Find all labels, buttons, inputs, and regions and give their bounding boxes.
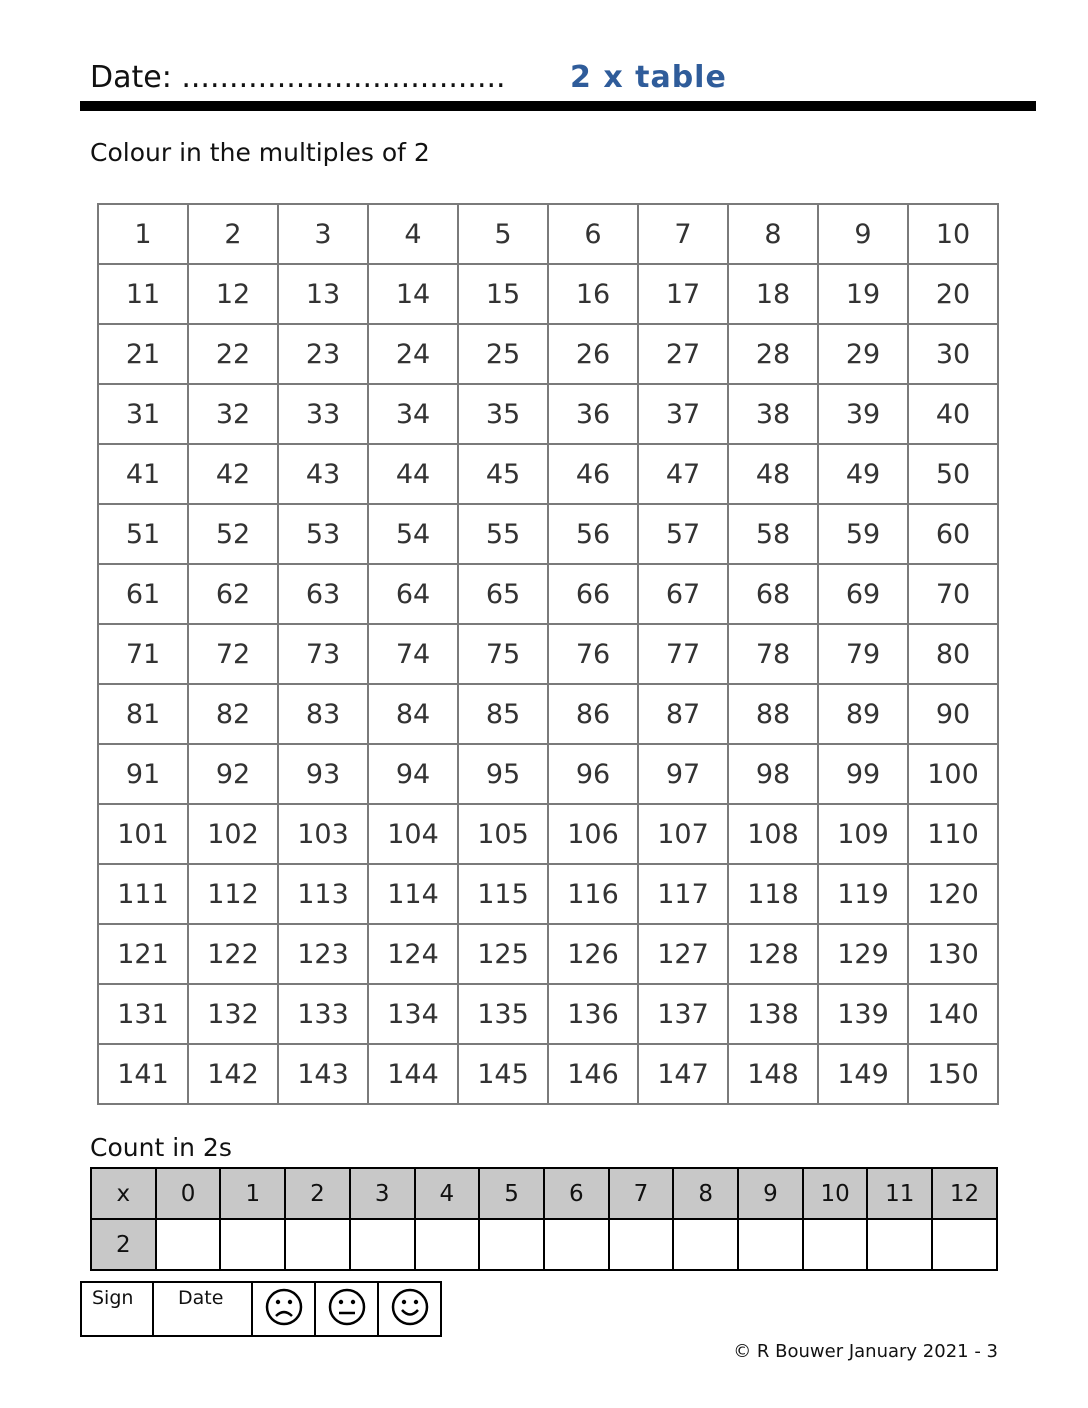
count-table [90,1167,998,1271]
number-cell[interactable]: 17 [638,264,728,324]
number-cell[interactable]: 109 [818,804,908,864]
number-cell[interactable]: 93 [278,744,368,804]
number-cell[interactable]: 85 [458,684,548,744]
grid-row [98,324,998,384]
number-cell[interactable]: 89 [818,684,908,744]
number-cell[interactable]: 128 [728,924,818,984]
number-cell[interactable]: 29 [818,324,908,384]
number-cell[interactable]: 42 [188,444,278,504]
number-cell[interactable]: 72 [188,624,278,684]
count-answer-cell[interactable] [479,1219,544,1270]
number-cell[interactable]: 104 [368,804,458,864]
number-cell[interactable]: 73 [278,624,368,684]
number-cell[interactable]: 140 [908,984,998,1044]
count-answer-cell[interactable] [156,1219,221,1270]
number-cell[interactable]: 66 [548,564,638,624]
number-cell[interactable]: 13 [278,264,368,324]
count-header-cell: 0 [156,1168,221,1219]
number-cell[interactable]: 12 [188,264,278,324]
number-cell[interactable]: 84 [368,684,458,744]
number-cell[interactable]: 144 [368,1044,458,1104]
number-cell[interactable]: 129 [818,924,908,984]
number-cell[interactable]: 108 [728,804,818,864]
number-cell[interactable]: 120 [908,864,998,924]
number-cell[interactable]: 71 [98,624,188,684]
grid-row [98,804,998,864]
number-cell[interactable]: 74 [368,624,458,684]
count-header-cell: 9 [738,1168,803,1219]
number-cell[interactable]: 50 [908,444,998,504]
number-cell[interactable]: 132 [188,984,278,1044]
happy-face-cell[interactable] [378,1282,441,1336]
number-cell[interactable]: 52 [188,504,278,564]
number-cell[interactable]: 9 [818,204,908,264]
number-cell[interactable]: 58 [728,504,818,564]
number-cell[interactable]: 124 [368,924,458,984]
number-cell[interactable]: 20 [908,264,998,324]
number-cell[interactable]: 125 [458,924,548,984]
number-cell[interactable]: 135 [458,984,548,1044]
number-cell[interactable]: 97 [638,744,728,804]
number-cell[interactable]: 39 [818,384,908,444]
number-cell[interactable]: 79 [818,624,908,684]
number-cell[interactable]: 2 [188,204,278,264]
date-line: Date: .................................. [90,60,506,95]
number-cell[interactable]: 18 [728,264,818,324]
number-cell[interactable]: 77 [638,624,728,684]
number-cell[interactable]: 94 [368,744,458,804]
number-cell[interactable]: 10 [908,204,998,264]
number-cell[interactable]: 30 [908,324,998,384]
number-cell[interactable]: 19 [818,264,908,324]
grid-row [98,384,998,444]
count-header-cell: 4 [415,1168,480,1219]
number-cell[interactable]: 136 [548,984,638,1044]
number-cell[interactable]: 90 [908,684,998,744]
count-answer-cell[interactable] [415,1219,480,1270]
number-cell[interactable]: 133 [278,984,368,1044]
date-cell[interactable] [153,1282,252,1336]
number-cell[interactable]: 145 [458,1044,548,1104]
number-cell[interactable]: 78 [728,624,818,684]
number-cell[interactable]: 47 [638,444,728,504]
number-cell[interactable]: 4 [368,204,458,264]
number-cell[interactable]: 43 [278,444,368,504]
number-cell[interactable]: 126 [548,924,638,984]
count-answer-cell[interactable] [285,1219,350,1270]
grid-row [98,744,998,804]
number-cell[interactable]: 65 [458,564,548,624]
number-cell[interactable]: 33 [278,384,368,444]
number-cell[interactable]: 69 [818,564,908,624]
number-cell[interactable]: 148 [728,1044,818,1104]
count-label: Count in 2s [90,1133,232,1162]
count-answer-cell[interactable] [738,1219,803,1270]
count-header-cell: 10 [803,1168,868,1219]
count-header-cell: 6 [544,1168,609,1219]
count-answer-cell[interactable] [803,1219,868,1270]
number-cell[interactable]: 3 [278,204,368,264]
number-cell[interactable]: 26 [548,324,638,384]
number-cell[interactable]: 147 [638,1044,728,1104]
number-cell[interactable]: 15 [458,264,548,324]
number-cell[interactable]: 118 [728,864,818,924]
number-cell[interactable]: 114 [368,864,458,924]
count-row-label: 2 [91,1219,156,1270]
number-cell[interactable]: 46 [548,444,638,504]
number-cell[interactable]: 1 [98,204,188,264]
number-cell[interactable]: 7 [638,204,728,264]
number-cell[interactable]: 110 [908,804,998,864]
count-answer-cell[interactable] [932,1219,997,1270]
grid-row [98,564,998,624]
number-cell[interactable]: 51 [98,504,188,564]
number-cell[interactable]: 95 [458,744,548,804]
copyright-footer: © R Bouwer January 2021 - 3 [733,1341,998,1362]
number-cell[interactable]: 61 [98,564,188,624]
number-cell[interactable]: 31 [98,384,188,444]
number-cell[interactable]: 60 [908,504,998,564]
grid-row [98,984,998,1044]
number-grid [97,203,999,1105]
grid-row [98,264,998,324]
count-header-cell: 8 [673,1168,738,1219]
grid-row [98,444,998,504]
number-cell[interactable]: 28 [728,324,818,384]
number-cell[interactable]: 23 [278,324,368,384]
number-cell[interactable]: 86 [548,684,638,744]
number-cell[interactable]: 38 [728,384,818,444]
sign-cell[interactable] [81,1282,153,1336]
number-cell[interactable]: 121 [98,924,188,984]
number-cell[interactable]: 146 [548,1044,638,1104]
grid-row [98,504,998,564]
number-cell[interactable]: 139 [818,984,908,1044]
number-cell[interactable]: 98 [728,744,818,804]
number-cell[interactable]: 105 [458,804,548,864]
number-cell[interactable]: 37 [638,384,728,444]
number-cell[interactable]: 49 [818,444,908,504]
number-cell[interactable]: 8 [728,204,818,264]
number-cell[interactable]: 45 [458,444,548,504]
count-header-cell: 11 [867,1168,932,1219]
number-cell[interactable]: 119 [818,864,908,924]
count-answer-cell[interactable] [544,1219,609,1270]
number-cell[interactable]: 56 [548,504,638,564]
sign-label: Sign [92,1287,134,1309]
neutral-face-cell[interactable] [315,1282,378,1336]
number-cell[interactable]: 76 [548,624,638,684]
number-cell[interactable]: 82 [188,684,278,744]
grid-row [98,684,998,744]
number-cell[interactable]: 143 [278,1044,368,1104]
number-cell[interactable]: 27 [638,324,728,384]
grid-row [98,624,998,684]
number-cell[interactable]: 123 [278,924,368,984]
count-answer-cell[interactable] [609,1219,674,1270]
number-cell[interactable]: 75 [458,624,548,684]
number-cell[interactable]: 111 [98,864,188,924]
number-cell[interactable]: 57 [638,504,728,564]
number-cell[interactable]: 11 [98,264,188,324]
grid-row [98,204,998,264]
number-cell[interactable]: 99 [818,744,908,804]
number-cell[interactable]: 138 [728,984,818,1044]
number-cell[interactable]: 103 [278,804,368,864]
number-cell[interactable]: 36 [548,384,638,444]
count-answer-cell[interactable] [867,1219,932,1270]
number-cell[interactable]: 112 [188,864,278,924]
count-header-cell: 12 [932,1168,997,1219]
number-cell[interactable]: 35 [458,384,548,444]
number-cell[interactable]: 81 [98,684,188,744]
number-cell[interactable]: 87 [638,684,728,744]
count-header-cell: 2 [285,1168,350,1219]
number-cell[interactable]: 96 [548,744,638,804]
count-answer-cell[interactable] [350,1219,415,1270]
count-corner-cell: x [91,1168,156,1219]
number-cell[interactable]: 130 [908,924,998,984]
number-cell[interactable]: 117 [638,864,728,924]
number-cell[interactable]: 48 [728,444,818,504]
number-cell[interactable]: 88 [728,684,818,744]
sad-face-cell[interactable] [252,1282,315,1336]
happy-face-icon [390,1287,430,1327]
number-cell[interactable]: 67 [638,564,728,624]
count-header-cell: 1 [220,1168,285,1219]
number-cell[interactable]: 63 [278,564,368,624]
number-cell[interactable]: 127 [638,924,728,984]
number-cell[interactable]: 137 [638,984,728,1044]
number-cell[interactable]: 102 [188,804,278,864]
number-cell[interactable]: 41 [98,444,188,504]
number-cell[interactable]: 80 [908,624,998,684]
count-header-row [91,1168,997,1219]
number-cell[interactable]: 142 [188,1044,278,1104]
number-cell[interactable]: 24 [368,324,458,384]
number-cell[interactable]: 14 [368,264,458,324]
count-header-cell: 7 [609,1168,674,1219]
number-cell[interactable]: 62 [188,564,278,624]
signoff-box [80,1281,442,1337]
number-cell[interactable]: 141 [98,1044,188,1104]
number-cell[interactable]: 150 [908,1044,998,1104]
number-cell[interactable]: 107 [638,804,728,864]
number-cell[interactable]: 149 [818,1044,908,1104]
number-cell[interactable]: 68 [728,564,818,624]
number-cell[interactable]: 83 [278,684,368,744]
sad-face-icon [264,1287,304,1327]
instruction-text: Colour in the multiples of 2 [90,138,430,167]
number-cell[interactable]: 134 [368,984,458,1044]
count-header-cell: 3 [350,1168,415,1219]
number-cell[interactable]: 16 [548,264,638,324]
grid-row [98,864,998,924]
number-cell[interactable]: 122 [188,924,278,984]
number-cell[interactable]: 59 [818,504,908,564]
number-cell[interactable]: 53 [278,504,368,564]
number-cell[interactable]: 44 [368,444,458,504]
number-cell[interactable]: 116 [548,864,638,924]
count-header-cell: 5 [479,1168,544,1219]
number-cell[interactable]: 6 [548,204,638,264]
number-cell[interactable]: 106 [548,804,638,864]
number-cell[interactable]: 101 [98,804,188,864]
count-answer-cell[interactable] [673,1219,738,1270]
grid-row [98,924,998,984]
number-cell[interactable]: 100 [908,744,998,804]
number-cell[interactable]: 64 [368,564,458,624]
number-cell[interactable]: 115 [458,864,548,924]
neutral-face-icon [327,1287,367,1327]
number-cell[interactable]: 32 [188,384,278,444]
number-cell[interactable]: 92 [188,744,278,804]
number-cell[interactable]: 91 [98,744,188,804]
number-cell[interactable]: 34 [368,384,458,444]
number-cell[interactable]: 55 [458,504,548,564]
number-cell[interactable]: 70 [908,564,998,624]
worksheet-title: 2 x table [570,60,727,95]
number-cell[interactable]: 113 [278,864,368,924]
grid-row [98,1044,998,1104]
number-cell[interactable]: 131 [98,984,188,1044]
signoff-date-label: Date [178,1287,224,1309]
number-cell[interactable]: 54 [368,504,458,564]
number-cell[interactable]: 5 [458,204,548,264]
header-rule [80,101,1036,111]
number-cell[interactable]: 21 [98,324,188,384]
count-answer-cell[interactable] [220,1219,285,1270]
number-cell[interactable]: 22 [188,324,278,384]
number-cell[interactable]: 25 [458,324,548,384]
count-answer-row [91,1219,997,1270]
number-cell[interactable]: 40 [908,384,998,444]
